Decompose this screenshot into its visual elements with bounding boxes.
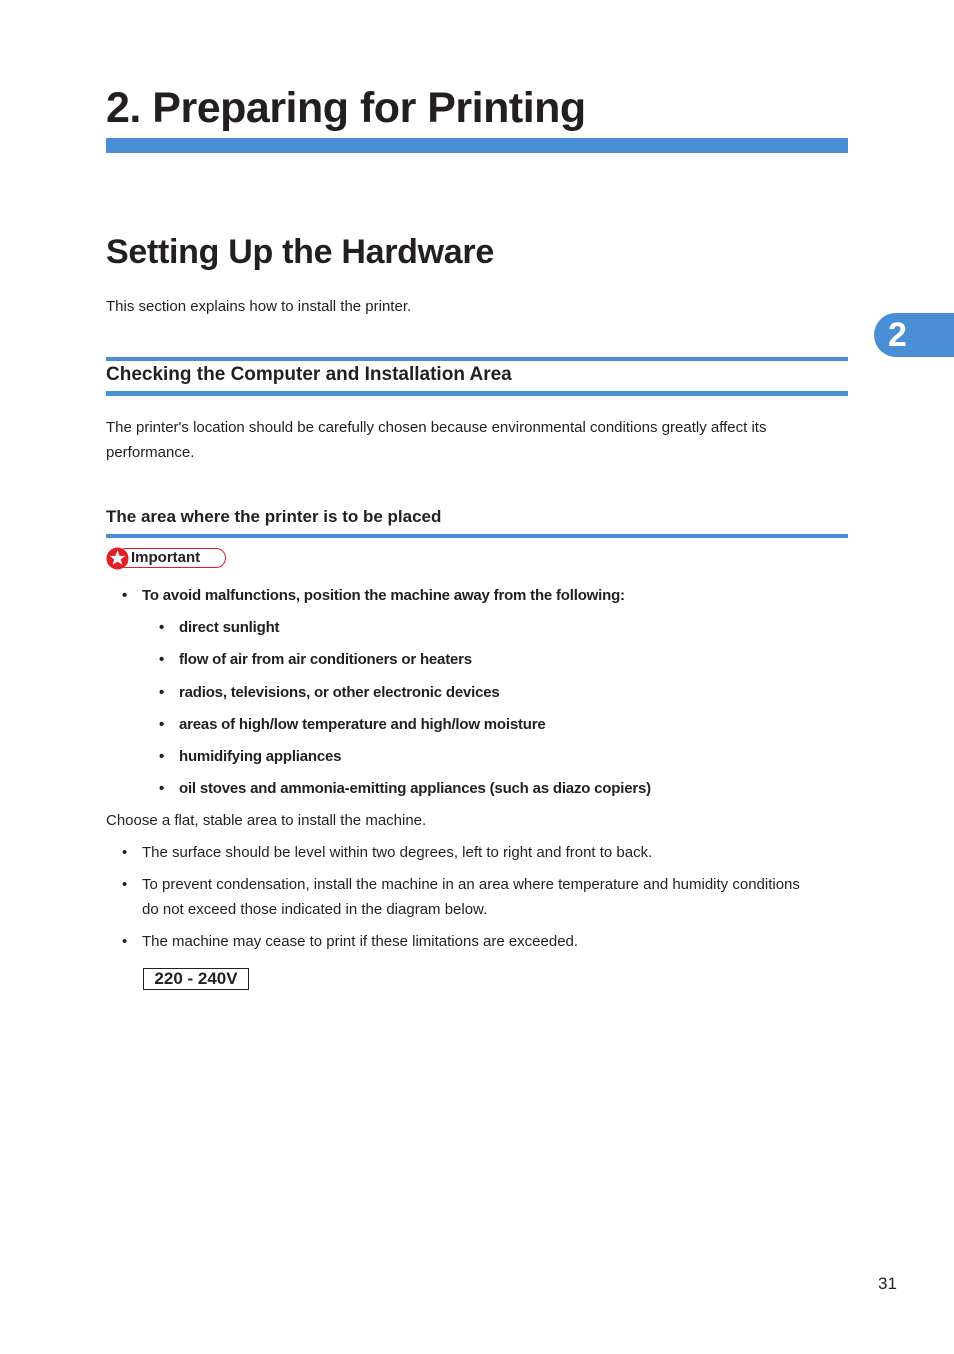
chapter-title: 2. Preparing for Printing bbox=[106, 84, 586, 132]
sub-bullet-text: oil stoves and ammonia-emitting appliances (such as diazo copiers) bbox=[179, 780, 651, 797]
voltage-label: 220 - 240V bbox=[143, 968, 249, 990]
list-item-text: The surface should be level within two degrees, left to right and front to back. bbox=[142, 844, 653, 861]
section-intro: This section explains how to install the printer. bbox=[106, 298, 412, 315]
sub-bullet-text: humidifying appliances bbox=[179, 748, 342, 765]
section-title: Setting Up the Hardware bbox=[106, 233, 494, 271]
bullet-dot: • bbox=[122, 587, 128, 604]
important-badge bbox=[106, 547, 228, 570]
chapter-tab-number: 2 bbox=[888, 316, 907, 354]
subsection-paragraph-line2: performance. bbox=[106, 444, 195, 461]
bullet-dot: • bbox=[159, 748, 165, 765]
sub-bullet-text: areas of high/low temperature and high/low moisture bbox=[179, 716, 546, 733]
subsection-paragraph-line1: The printer's location should be carefully chosen because environmental conditions greatly affect its bbox=[106, 419, 767, 436]
subsection-rule-top bbox=[106, 357, 848, 361]
bullet-dot: • bbox=[159, 780, 165, 797]
chapter-title-bar bbox=[106, 138, 848, 153]
chapter-tab[interactable] bbox=[874, 313, 954, 357]
sub-bullet-text: flow of air from air conditioners or heaters bbox=[179, 651, 472, 668]
sub-bullet-text: radios, televisions, or other electronic devices bbox=[179, 684, 500, 701]
subsection-rule-bottom bbox=[106, 391, 848, 396]
sub-bullet-text: direct sunlight bbox=[179, 619, 280, 636]
choose-area-text: Choose a flat, stable area to install the machine. bbox=[106, 812, 427, 829]
important-main-bullet-text: To avoid malfunctions, position the machine away from the following: bbox=[142, 587, 625, 604]
bullet-dot: • bbox=[159, 716, 165, 733]
bullet-dot: • bbox=[122, 876, 128, 893]
list-item-text: The machine may cease to print if these limitations are exceeded. bbox=[142, 933, 579, 950]
star-icon bbox=[106, 547, 129, 570]
important-label: Important bbox=[131, 549, 201, 566]
subsection-title: Checking the Computer and Installation Area bbox=[106, 364, 512, 385]
bullet-dot: • bbox=[159, 684, 165, 701]
area-title-rule bbox=[106, 534, 848, 538]
bullet-dot: • bbox=[122, 844, 128, 861]
page-number: 31 bbox=[878, 1274, 897, 1293]
list-item-text: do not exceed those indicated in the diagram below. bbox=[142, 901, 488, 918]
area-title: The area where the printer is to be placed bbox=[106, 507, 442, 526]
bullet-dot: • bbox=[159, 651, 165, 668]
bullet-dot: • bbox=[159, 619, 165, 636]
bullet-dot: • bbox=[122, 933, 128, 950]
list-item-text: To prevent condensation, install the machine in an area where temperature and humidity conditions bbox=[142, 876, 800, 893]
